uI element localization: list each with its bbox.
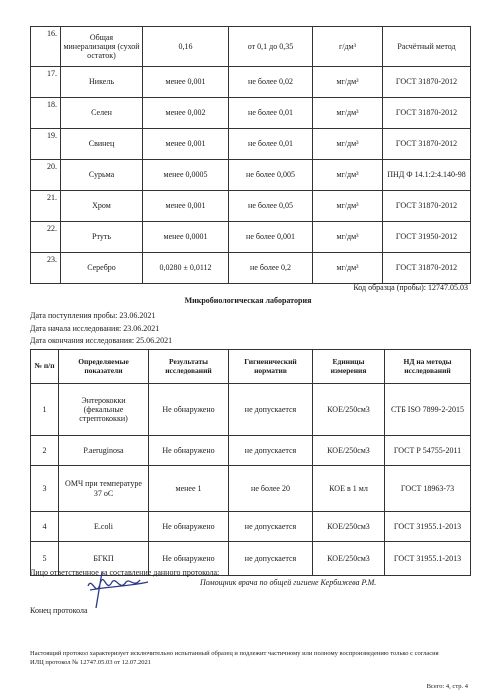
date-received: Дата поступления пробы: 23.06.2021	[30, 311, 156, 320]
row-number: 2	[31, 436, 59, 466]
row-number: 17.	[31, 67, 61, 98]
method: ГОСТ 31870-2012	[383, 67, 471, 98]
unit: КОЕ/250см3	[313, 384, 385, 436]
result-value: Не обнаружено	[149, 384, 229, 436]
method: ГОСТ Р 54755-2011	[385, 436, 471, 466]
signature	[82, 568, 152, 612]
row-number: 3	[31, 466, 59, 512]
date-end: Дата окончания исследования: 25.06.2021	[30, 336, 173, 345]
hygienic-norm: не более 0,05	[229, 191, 313, 222]
unit: г/дм³	[313, 27, 383, 67]
table-row	[31, 466, 471, 512]
hygienic-norm: не допускается	[229, 542, 313, 576]
method: Расчётный метод	[383, 27, 471, 67]
indicator-name: Никель	[61, 67, 143, 98]
indicator-name: ОМЧ при температуре 37 оС	[59, 466, 149, 512]
result-value: 0,16	[143, 27, 229, 67]
row-number: 1	[31, 384, 59, 436]
unit: мг/дм³	[313, 253, 383, 284]
column-header: Гигиенический норматив	[229, 350, 313, 384]
result-value: менее 1	[149, 466, 229, 512]
method: ГОСТ 31870-2012	[383, 98, 471, 129]
unit: мг/дм³	[313, 191, 383, 222]
hygienic-norm: не более 0,01	[229, 98, 313, 129]
indicator-name: Хром	[61, 191, 143, 222]
result-value: Не обнаружено	[149, 512, 229, 542]
row-number: 21.	[31, 191, 61, 222]
row-number: 23.	[31, 253, 61, 284]
hygienic-norm: не более 0,005	[229, 160, 313, 191]
table-row	[31, 253, 471, 284]
unit: КОЕ в 1 мл	[313, 466, 385, 512]
table-row	[31, 129, 471, 160]
table-row	[31, 67, 471, 98]
sample-code: Код образца (пробы): 12747.05.03	[353, 283, 468, 292]
unit: мг/дм³	[313, 129, 383, 160]
column-header: Единицы измерения	[313, 350, 385, 384]
page-number: Всего: 4, стр. 4	[426, 683, 468, 690]
row-number: 19.	[31, 129, 61, 160]
result-value: менее 0,001	[143, 129, 229, 160]
table-row	[31, 191, 471, 222]
result-value: Не обнаружено	[149, 436, 229, 466]
lab-title: Микробиологическая лаборатория	[184, 296, 312, 305]
method: ГОСТ 31955.1-2013	[385, 542, 471, 576]
row-number: 16.	[31, 27, 61, 67]
footer-note: Настоящий протокол характеризует исключительно испытанный образец и подлежит частичному или полному воспроизведению только с согласия ИЛЦ протокол № 12747.05.03 от 12.07.2021	[30, 650, 439, 666]
result-value: менее 0,001	[143, 67, 229, 98]
row-number: 18.	[31, 98, 61, 129]
method: ГОСТ 31870-2012	[383, 191, 471, 222]
method: СТБ ISO 7899-2-2015	[385, 384, 471, 436]
unit: мг/дм³	[313, 160, 383, 191]
table-row	[31, 27, 471, 67]
method: ГОСТ 31870-2012	[383, 253, 471, 284]
hygienic-norm: не более 0,001	[229, 222, 313, 253]
column-header: НД на методы исследований	[385, 350, 471, 384]
method: ГОСТ 18963-73	[385, 466, 471, 512]
unit: мг/дм³	[313, 222, 383, 253]
table-row	[31, 512, 471, 542]
assistant-name: Помощник врача по общей гигиене Кербижева Р.М.	[200, 578, 377, 587]
responsible-label: Лицо ответственное за составление данного протокола:	[30, 568, 220, 577]
method: ГОСТ 31955.1-2013	[385, 512, 471, 542]
indicator-name: Сурьма	[61, 160, 143, 191]
indicator-name: Серебро	[61, 253, 143, 284]
method: ГОСТ 31870-2012	[383, 129, 471, 160]
unit: КОЕ/250см3	[313, 512, 385, 542]
table-row	[31, 98, 471, 129]
result-value: менее 0,0001	[143, 222, 229, 253]
indicator-name: Ртуть	[61, 222, 143, 253]
unit: КОЕ/250см3	[313, 542, 385, 576]
hygienic-norm: не более 20	[229, 466, 313, 512]
unit: КОЕ/250см3	[313, 436, 385, 466]
result-value: менее 0,0005	[143, 160, 229, 191]
result-value: 0,0280 ± 0,0112	[143, 253, 229, 284]
hygienic-norm: не допускается	[229, 512, 313, 542]
hygienic-norm: не допускается	[229, 384, 313, 436]
indicator-name: P.aeruginosa	[59, 436, 149, 466]
row-number: 4	[31, 512, 59, 542]
column-header: Определяемые показатели	[59, 350, 149, 384]
column-header: № п/п	[31, 350, 59, 384]
indicator-name: Общая минерализация (сухой остаток)	[61, 27, 143, 67]
indicator-name: Селен	[61, 98, 143, 129]
indicator-name: Энтерококки (фекальные стрептококки)	[59, 384, 149, 436]
hygienic-norm: не более 0,02	[229, 67, 313, 98]
unit: мг/дм³	[313, 98, 383, 129]
date-start: Дата начала исследования: 23.06.2021	[30, 324, 160, 333]
row-number: 22.	[31, 222, 61, 253]
indicator-name: E.coli	[59, 512, 149, 542]
indicator-name: Свинец	[61, 129, 143, 160]
hygienic-norm: не более 0,2	[229, 253, 313, 284]
row-number: 5	[31, 542, 59, 576]
row-number: 20.	[31, 160, 61, 191]
table-row	[31, 384, 471, 436]
end-of-protocol: Конец протокола	[30, 606, 88, 615]
result-value: Не обнаружено	[149, 542, 229, 576]
micro-results-table	[30, 349, 471, 576]
table-row	[31, 436, 471, 466]
chemical-results-table	[30, 26, 471, 284]
hygienic-norm: не более 0,01	[229, 129, 313, 160]
result-value: менее 0,001	[143, 191, 229, 222]
result-value: менее 0,002	[143, 98, 229, 129]
indicator-name: БГКП	[59, 542, 149, 576]
column-header: Результаты исследований	[149, 350, 229, 384]
method: ПНД Ф 14.1:2:4.140-98	[383, 160, 471, 191]
hygienic-norm: не допускается	[229, 436, 313, 466]
table-row	[31, 222, 471, 253]
method: ГОСТ 31950-2012	[383, 222, 471, 253]
unit: мг/дм³	[313, 67, 383, 98]
table-row	[31, 160, 471, 191]
hygienic-norm: от 0,1 до 0,35	[229, 27, 313, 67]
